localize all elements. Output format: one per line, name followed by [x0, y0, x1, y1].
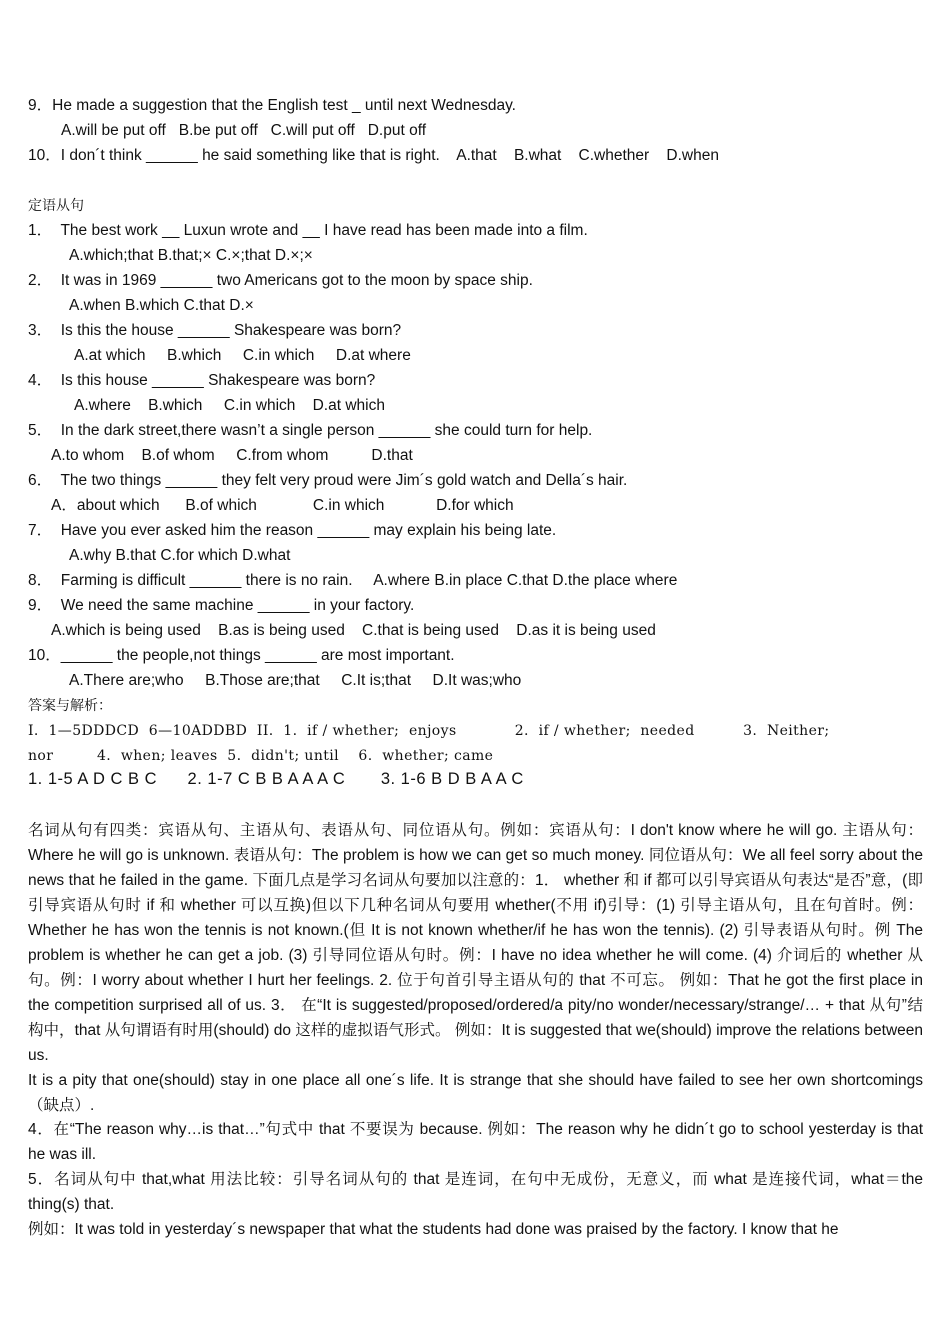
- attr-question-6: 6． The two things ______ they felt very proud were Jim´s gold watch and Della´s hair.: [28, 472, 628, 489]
- attr-question-3-options: A.at which B.which C.in which D.at where: [74, 347, 411, 364]
- that-what-comparison: 5．名词从句中 that,what 用法比较：引导名词从句的 that 是连词，在句中无成份，无意义，而 what 是连接代词，what＝the thing(s) that.: [28, 1171, 923, 1213]
- attr-question-5: 5． In the dark street,there wasn’t a single person ______ she could turn for help.: [28, 422, 593, 439]
- attr-question-1: 1． The best work __ Luxun wrote and __ I have read has been made into a film.: [28, 222, 588, 239]
- pity-strange-examples: It is a pity that one(should) stay in one place all one´s life. It is strange that she should have failed to see her own shortcomings（缺点）.: [28, 1072, 923, 1114]
- attr-question-1-options: A.which;that B.that;× C.×;that D.×;×: [69, 247, 313, 264]
- attr-question-9-options: A.which is being used B.as is being used C.that is being used D.as it is being used: [51, 622, 656, 639]
- attr-question-8: 8． Farming is difficult ______ there is no rain. A.where B.in place C.that D.the place where: [28, 572, 678, 589]
- attr-question-5-options: A.to whom B.of whom C.from whom D.that: [51, 447, 413, 464]
- attr-question-9: 9． We need the same machine ______ in your factory.: [28, 597, 415, 614]
- attr-question-4-options: A.where B.which C.in which D.at which: [74, 397, 385, 414]
- answers-heading: 答案与解析：: [28, 698, 112, 714]
- noun-clause-explanation: 名词从句有四类：宾语从句、主语从句、表语从句、同位语从句。例如：宾语从句：I don't know where he will go. 主语从句：Where he will go is unknown. 表语从句：The problem is how we can get so much money. 同位语从句：We all feel sorry about the news that he failed in the game. 下面几点是学习名词从句要加以注意的：1． whether 和 if 都可以引导宾语从句表达“是否”意，(即引导宾语从句时 if 和 whether 可以互换)但以下几种名词从句要用 whether(不用 if)引导：(1) 引导主语从句，且在句首时。例：Whether he has won the tennis is not known.(但 It is not known whether/if he has won the tennis). (2) 引导表语从句时。例 The problem is whether he can get a job. (3) 引导同位语从句时。例：I have no idea whether he will come. (4) 介词后的 whether 从句。例：I worry about whether I hurt her feelings. 2. 位于句首引导主语从句的 that 不可忘。 例如：That he got the first place in the competition surprised all of us. 3． 在“It is suggested/proposed/ordered/a pity/no wonder/necessary/strange/… + that 从句”结构中，that 从句谓语有时用(should) do 这样的虚拟语气形式。 例如：It is suggested that we(should) improve the relations between us.: [28, 822, 923, 1064]
- answers-line-3: 1. 1-5 A D C B C 2. 1-7 C B B A A A C 3. 1-6 B D B A A C: [28, 770, 524, 788]
- section-heading-attributive-clause: 定语从句: [28, 198, 84, 214]
- attr-question-4: 4． Is this house ______ Shakespeare was born?: [28, 372, 376, 389]
- attr-question-3: 3． Is this the house ______ Shakespeare was born?: [28, 322, 402, 339]
- question-10-noun-clause: 10．I don´t think ______ he said something like that is right. A.that B.what C.whether D.when: [28, 147, 719, 164]
- attr-question-7-options: A.why B.that C.for which D.what: [69, 547, 291, 564]
- attr-question-6-options: A．about which B.of which C.in which D.for which: [51, 497, 514, 514]
- attr-question-10-options: A.There are;who B.Those are;that C.It is;that D.It was;who: [69, 672, 522, 689]
- attr-question-10: 10．______ the people,not things ______ are most important.: [28, 647, 455, 664]
- question-9-noun-clause: 9．He made a suggestion that the English test _ until next Wednesday.: [28, 97, 516, 114]
- attr-question-2: 2． It was in 1969 ______ two Americans got to the moon by space ship.: [28, 272, 533, 289]
- question-9-options: A.will be put off B.be put off C.will put off D.put off: [61, 122, 427, 139]
- answers-line-1: I. 1—5DDDCD 6—10ADDBD II. 1. if / whether; enjoys 2. if / whether; needed 3. Neither;: [28, 723, 830, 739]
- attr-question-7: 7． Have you ever asked him the reason ______ may explain his being late.: [28, 522, 557, 539]
- reason-why-note: 4．在“The reason why…is that…”句式中 that 不要误为 because. 例如：The reason why he didn´t go to school yesterday is that he was ill.: [28, 1121, 923, 1163]
- that-what-example: 例如：It was told in yesterday´s newspaper that what the students had done was praised by the factory. I know that he: [28, 1221, 839, 1238]
- attr-question-2-options: A.when B.which C.that D.×: [69, 297, 254, 314]
- answers-line-2: nor 4. when; leaves 5. didn't; until 6. whether; came: [28, 748, 494, 764]
